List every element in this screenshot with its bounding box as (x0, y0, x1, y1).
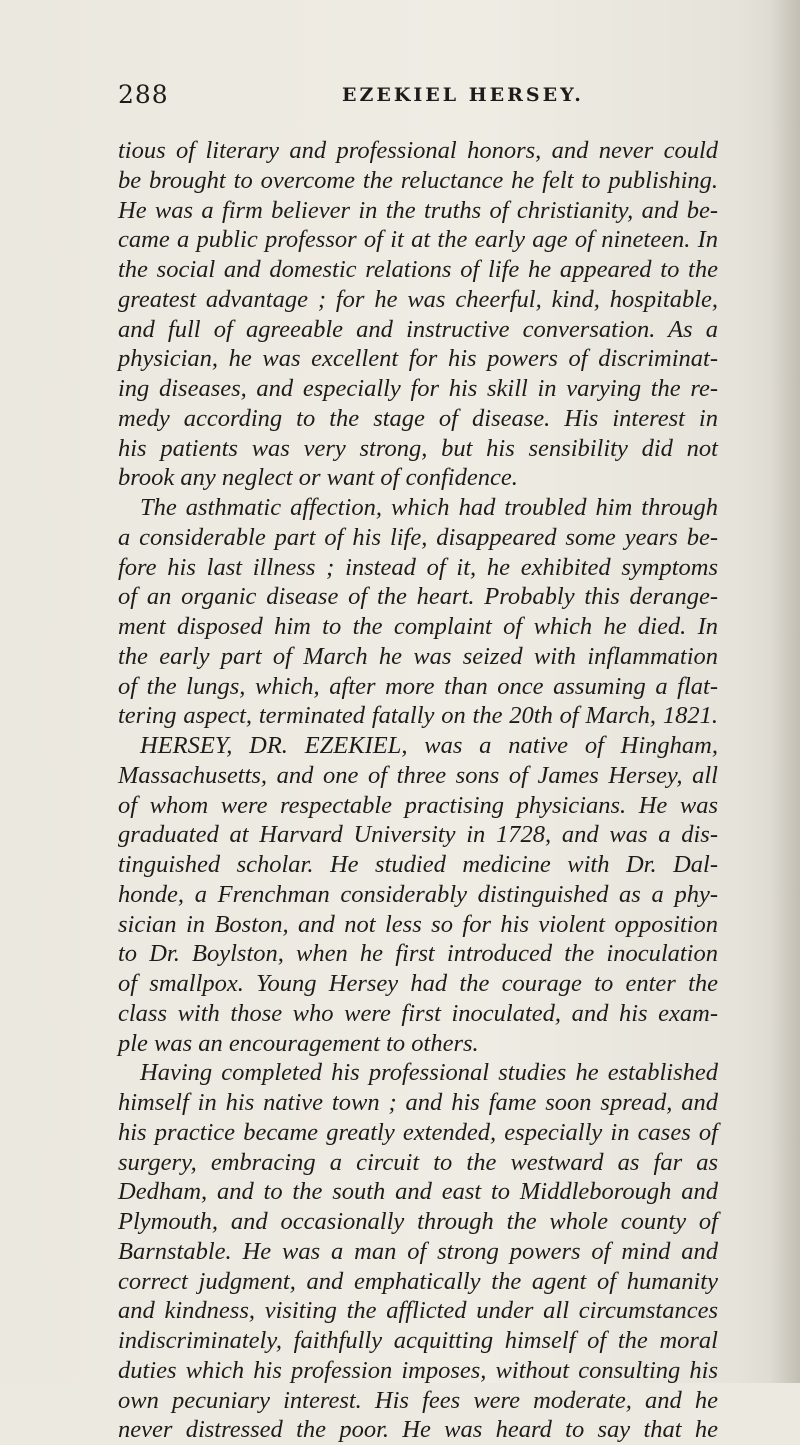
text-line: indiscriminately, faithfully acquitting himself of the moral (118, 1327, 718, 1354)
text-line: fore his last illness ; instead of it, he exhibited symptoms (118, 553, 718, 581)
text-line: sician in Boston, and not less so for his violent opposition (118, 910, 718, 938)
text-line: ing diseases, and especially for his skill in varying the re- (118, 375, 718, 402)
text-line: the social and domestic relations of life he appeared to the (118, 256, 718, 283)
text-line: class with those who were first inoculated, and his exam- (118, 999, 718, 1027)
text-line: graduated at Harvard University in 1728, and was a dis- (118, 821, 718, 849)
page-gutter-shadow (770, 0, 800, 1383)
text-line: and full of agreeable and instructive conversation. As a (118, 315, 718, 343)
text-line: Dedham, and to the south and east to Middleborough and (118, 1178, 718, 1206)
text-line: himself in his native town ; and his fame soon spread, and (118, 1089, 718, 1116)
text-line: a considerable part of his life, disappeared some years be- (118, 523, 718, 551)
body-text (118, 136, 718, 1445)
text-line: The asthmatic affection, which had troubled him through (140, 494, 718, 521)
text-line: of an organic disease of the heart. Probably this derange- (118, 583, 718, 611)
text-line: be brought to overcome the reluctance he felt to publishing. (118, 166, 718, 194)
text-line: greatest advantage ; for he was cheerful, kind, hospitable, (118, 285, 718, 313)
text-line: medy according to the stage of disease. His interest in (118, 404, 718, 432)
text-line: of the lungs, which, after more than once assuming a flat- (118, 672, 718, 700)
running-head (118, 80, 708, 116)
text-line: Barnstable. He was a man of strong powers of mind and (118, 1237, 718, 1265)
text-line: Plymouth, and occasionally through the whole county of (118, 1208, 718, 1235)
text-line: of smallpox. Young Hersey had the courage to enter the (118, 970, 718, 997)
text-line: He was a firm believer in the truths of christianity, and be- (118, 196, 718, 224)
text-line: own pecuniary interest. His fees were moderate, and he (118, 1386, 718, 1414)
text-line: surgery, embracing a circuit to the westward as far as (118, 1148, 718, 1176)
text-line: his practice became greatly extended, especially in cases of (118, 1118, 718, 1146)
text-line: to Dr. Boylston, when he first introduced the inoculation (118, 940, 718, 968)
text-line: duties which his profession imposes, without consulting his (118, 1356, 718, 1384)
text-line: Having completed his professional studies he established (140, 1059, 718, 1087)
text-line: tinguished scholar. He studied medicine with Dr. Dal- (118, 851, 718, 878)
text-line: Massachusetts, and one of three sons of James Hersey, all (118, 761, 718, 789)
entry-heading-line: HERSEY, DR. EZEKIEL, was a native of Hingham, (140, 732, 718, 759)
text-line: came a public professor of it at the early age of nineteen. In (118, 226, 718, 254)
text-line: never distressed the poor. He was heard to say that he (118, 1416, 718, 1444)
text-line: ment disposed him to the complaint of which he died. In (118, 613, 718, 640)
text-line: and kindness, visiting the afflicted under all circumstances (118, 1297, 718, 1325)
text-line: honde, a Frenchman considerably distinguished as a phy- (118, 880, 718, 908)
running-title: EZEKIEL HERSEY. (342, 84, 584, 106)
text-line: correct judgment, and emphatically the agent of humanity (118, 1267, 718, 1295)
paragraph-end-line: ple was an encouragement to others. (118, 1029, 479, 1057)
paragraph-end-line: tering aspect, terminated fatally on the 20th of March, 1821. (118, 702, 718, 730)
paragraph-end-line: brook any neglect or want of confidence. (118, 464, 518, 492)
page-number: 288 (118, 80, 169, 109)
text-line: of whom were respectable practising physicians. He was (118, 791, 718, 819)
text-line: his patients was very strong, but his sensibility did not (118, 434, 718, 462)
text-line: the early part of March he was seized with inflammation (118, 642, 718, 670)
text-line: tious of literary and professional honors, and never could (118, 137, 718, 164)
text-line: physician, he was excellent for his powers of discriminat- (118, 345, 718, 373)
